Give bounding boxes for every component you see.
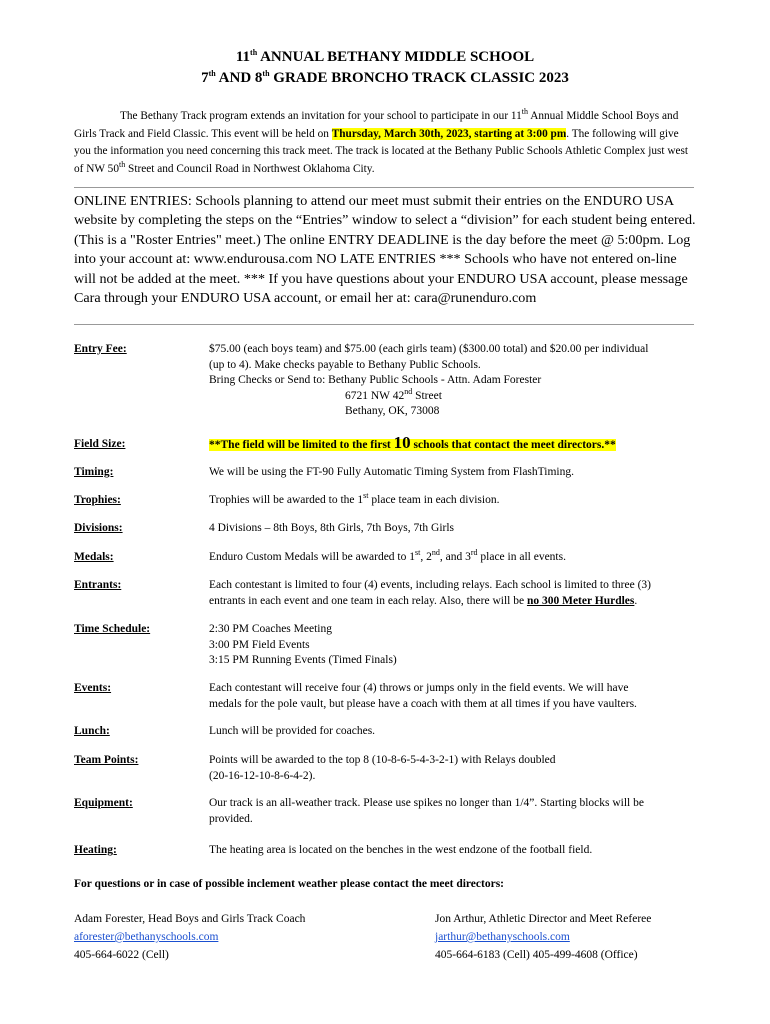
contact-name: Jon Arthur, Athletic Director and Meet Referee <box>435 913 652 925</box>
equipment-label: Equipment: <box>74 797 133 809</box>
entrants-label: Entrants: <box>74 579 122 591</box>
timing-label: Timing: <box>74 466 114 478</box>
heating-label: Heating: <box>74 844 117 856</box>
team-points-value: Points will be awarded to the top 8 (10-8-6-5-4-3-2-1) with Relays doubled (20-16-12-10-8-6-4-2). <box>209 754 556 782</box>
schedule-item: 2:30 PM Coaches Meeting <box>209 623 332 635</box>
equipment-value: Our track is an all-weather track. Please use spikes no longer than 1/4”. Starting blocks will be provided. <box>209 797 644 825</box>
no-hurdles-note: no 300 Meter Hurdles <box>526 594 635 607</box>
divider-bottom <box>74 324 694 325</box>
medals-label: Medals: <box>74 551 114 563</box>
divisions-value: 4 Divisions – 8th Boys, 8th Girls, 7th Boys, 7th Girls <box>209 522 455 534</box>
title-line-1: 11th ANNUAL BETHANY MIDDLE SCHOOL <box>235 48 535 65</box>
contact-name: Adam Forester, Head Boys and Girls Track Coach <box>74 913 306 925</box>
events-value: Each contestant will receive four (4) throws or jumps only in the field events. We will have medals for the pole vault, but please have a coach with them at all times if you have vaulters. <box>209 682 637 710</box>
time-schedule-label: Time Schedule: <box>74 623 151 635</box>
field-size-label: Field Size: <box>74 438 126 450</box>
contact-phone: 405-664-6183 (Cell) 405-499-4608 (Office) <box>435 949 638 961</box>
lunch-value: Lunch will be provided for coaches. <box>209 725 376 737</box>
team-points-label: Team Points: <box>74 754 139 766</box>
contact-coach <box>74 910 305 964</box>
contact-phone: 405-664-6022 (Cell) <box>74 949 169 961</box>
entry-fee-label: Entry Fee: <box>74 343 127 355</box>
medals-value: Enduro Custom Medals will be awarded to 1st, 2nd, and 3rd place in all events. <box>209 548 566 563</box>
questions-heading: For questions or in case of possible inclement weather please contact the meet directors: <box>74 878 505 890</box>
trophies-label: Trophies: <box>74 494 121 506</box>
time-schedule-value <box>209 622 697 669</box>
timing-value: We will be using the FT-90 Fully Automatic Timing System from FlashTiming. <box>209 466 574 478</box>
entrants-value: Each contestant is limited to four (4) events, including relays. Each school is limited to three (3) entrants in each event and one team in each relay. Also, there will be no 300 Meter Hurdles. <box>209 579 651 607</box>
online-entries-paragraph: ONLINE ENTRIES: Schools planning to attend our meet must submit their entries on the ENDURO USA website by completing the steps on the “Entries” window to select a “division” for each student being entered. (This is a "Roster Entries" meet.) The online ENTRY DEADLINE is the day before the meet @ 5:00pm. Log into your account at: www.endurousa.com NO LATE ENTRIES *** Schools who have not entered on-line will not be added at the meet. *** If you have questions about your ENDURO USA account, please message Cara through your ENDURO USA account, or email her at: cara@runenduro.com <box>74 193 696 307</box>
title-line-2: 7th AND 8th GRADE BRONCHO TRACK CLASSIC 2023 <box>201 69 569 86</box>
intro-paragraph: The Bethany Track program extends an invitation for your school to participate in our 11th Annual Middle School Boys and Girls Track and Field Classic. This event will be held on Thursday, March 30th, 2023, starting at 3:00 pm. The following will give you the information you need concerning this track meet. The track is located at the Bethany Public Schools Athletic Complex just west of NW 50th Street and Council Road in Northwest Oklahoma City. <box>74 107 689 175</box>
lunch-label: Lunch: <box>74 725 110 737</box>
trophies-value: Trophies will be awarded to the 1st place team in each division. <box>209 491 500 506</box>
contact-athletic-director <box>435 910 651 964</box>
contact-email-link[interactable]: jarthur@bethanyschools.com <box>435 931 570 943</box>
entry-fee-value: $75.00 (each boys team) and $75.00 (each girls team) ($300.00 total) and $20.00 per individual (up to 4). Make checks payable to Bethany Public Schools. Bring Checks or Send to: Bethany Public Schools - Attn. Adam Forester 6721 NW 42nd Street Bethany, OK, 73008 <box>209 343 649 418</box>
event-date-highlight: Thursday, March 30th, 2023, starting at 3:00 pm <box>331 127 567 140</box>
heating-value: The heating area is located on the benches in the west endzone of the football field. <box>209 844 593 856</box>
events-label: Events: <box>74 682 112 694</box>
field-size-value: **The field will be limited to the first 10 schools that contact the meet directors.** <box>209 433 616 452</box>
divisions-label: Divisions: <box>74 522 123 534</box>
schedule-item: 3:00 PM Field Events <box>209 638 310 651</box>
schedule-item: 3:15 PM Running Events (Timed Finals) <box>209 654 397 667</box>
divider-top <box>74 187 694 188</box>
contact-email-link[interactable]: aforester@bethanyschools.com <box>74 931 219 943</box>
